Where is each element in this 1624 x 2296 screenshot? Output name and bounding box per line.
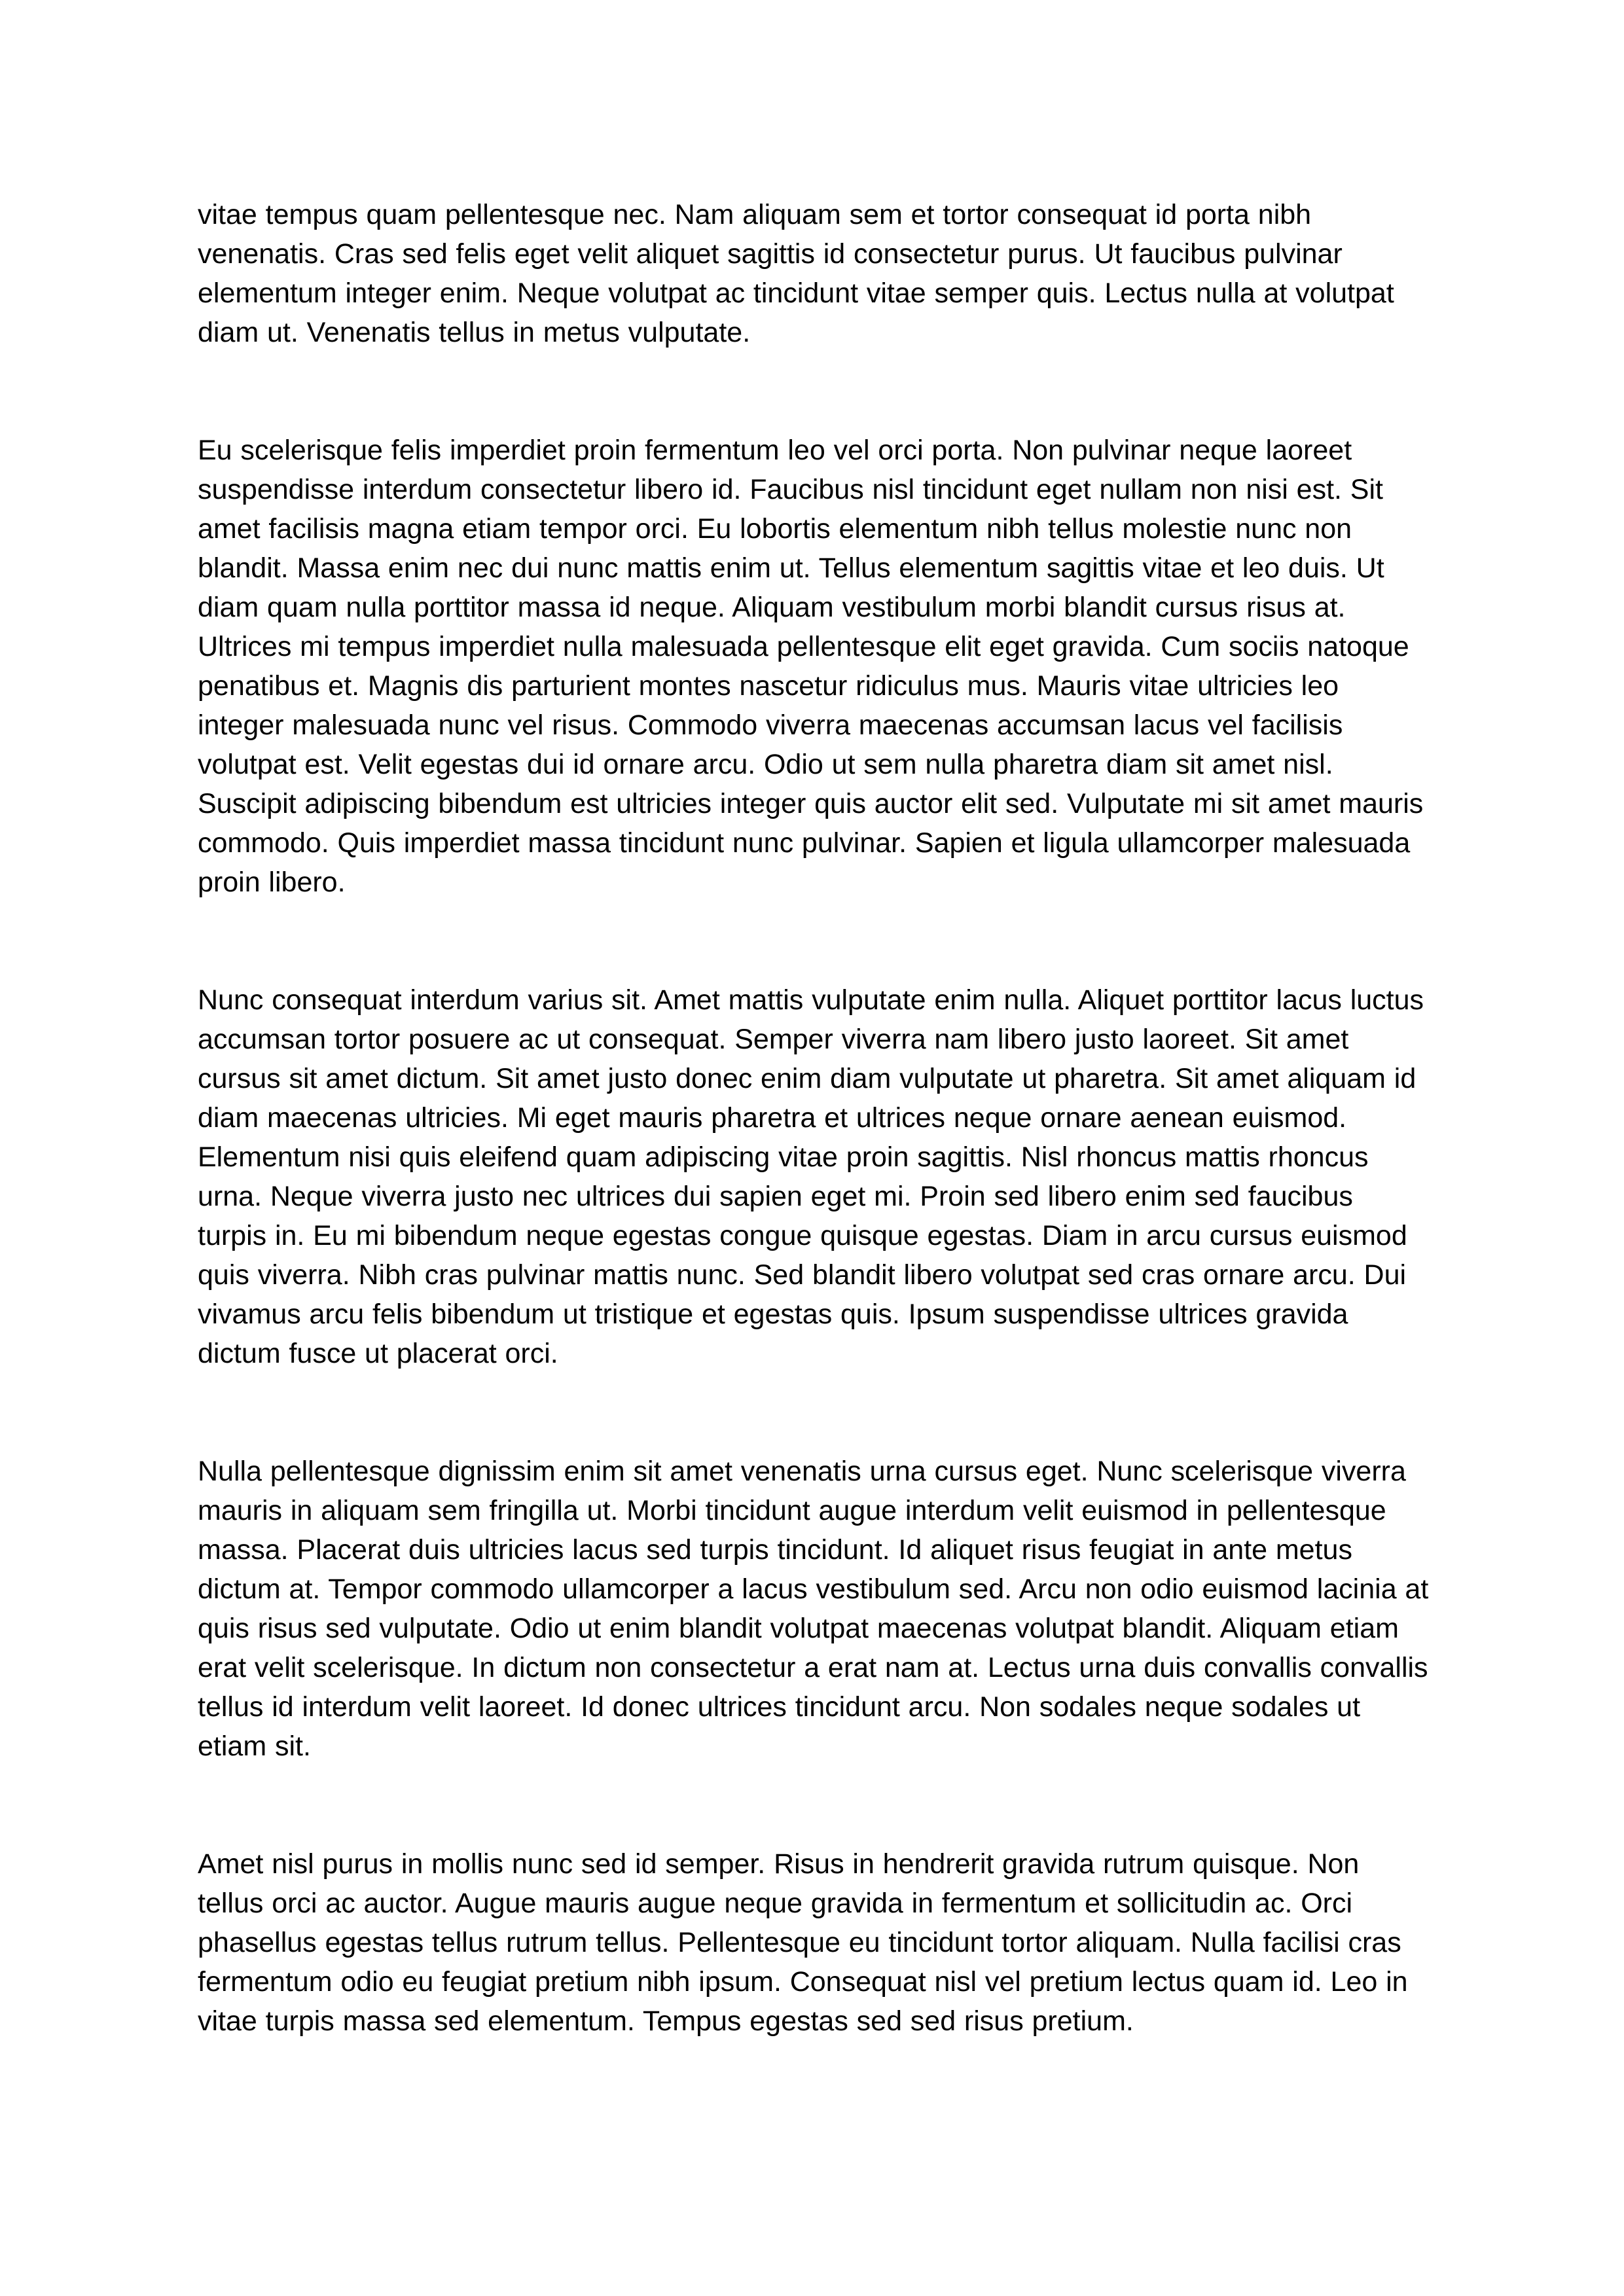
paragraph: vitae tempus quam pellentesque nec. Nam aliquam sem et tortor consequat id porta nibh venenatis. Cras sed felis eget velit aliquet sagittis id consectetur purus. Ut faucibus pulvinar elementum integer enim. Neque volutpat ac tincidunt vitae semper quis. Lectus nulla at volutpat diam ut. Venenatis tellus in metus vulputate. bbox=[198, 199, 1394, 348]
document-body-text bbox=[198, 195, 1430, 2041]
paragraph: Amet nisl purus in mollis nunc sed id semper. Risus in hendrerit gravida rutrum quisque. Non tellus orci ac auctor. Augue mauris augue neque gravida in fermentum et sollicitudin ac. Orci phasellus egestas tellus rutrum tellus. Pellentesque eu tincidunt tortor aliquam. Nulla facilisi cras fermentum odio eu feugiat pretium nibh ipsum. Consequat nisl vel pretium lectus quam id. Leo in vitae turpis massa sed elementum. Tempus egestas sed sed risus pretium. bbox=[198, 1848, 1408, 2037]
paragraph: Nunc consequat interdum varius sit. Amet mattis vulputate enim nulla. Aliquet porttitor lacus luctus accumsan tortor posuere ac ut consequat. Semper viverra nam libero justo laoreet. Sit amet cursus sit amet dictum. Sit amet justo donec enim diam vulputate ut pharetra. Sit amet aliquam id diam maecenas ultricies. Mi eget mauris pharetra et ultrices neque ornare aenean euismod. Elementum nisi quis eleifend quam adipiscing vitae proin sagittis. Nisl rhoncus mattis rhoncus urna. Neque viverra justo nec ultrices dui sapien eget mi. Proin sed libero enim sed faucibus turpis in. Eu mi bibendum neque egestas congue quisque egestas. Diam in arcu cursus euismod quis viverra. Nibh cras pulvinar mattis nunc. Sed blandit libero volutpat sed cras ornare arcu. Dui vivamus arcu felis bibendum ut tristique et egestas quis. Ipsum suspendisse ultrices gravida dictum fusce ut placerat orci. bbox=[198, 984, 1424, 1369]
paragraph: Nulla pellentesque dignissim enim sit amet venenatis urna cursus eget. Nunc scelerisque viverra mauris in aliquam sem fringilla ut. Morbi tincidunt augue interdum velit euismod in pellentesque massa. Placerat duis ultricies lacus sed turpis tincidunt. Id aliquet risus feugiat in ante metus dictum at. Tempor commodo ullamcorper a lacus vestibulum sed. Arcu non odio euismod lacinia at quis risus sed vulputate. Odio ut enim blandit volutpat maecenas volutpat blandit. Aliquam etiam erat velit scelerisque. In dictum non consectetur a erat nam at. Lectus urna duis convallis convallis tellus id interdum velit laoreet. Id donec ultrices tincidunt arcu. Non sodales neque sodales ut etiam sit. bbox=[198, 1456, 1429, 1762]
paragraph: Eu scelerisque felis imperdiet proin fermentum leo vel orci porta. Non pulvinar neque laoreet suspendisse interdum consectetur libero id. Faucibus nisl tincidunt eget nullam non nisi est. Sit amet facilisis magna etiam tempor orci. Eu lobortis elementum nibh tellus molestie nunc non blandit. Massa enim nec dui nunc mattis enim ut. Tellus elementum sagittis vitae et leo duis. Ut diam quam nulla porttitor massa id neque. Aliquam vestibulum morbi blandit cursus risus at. Ultrices mi tempus imperdiet nulla malesuada pellentesque elit eget gravida. Cum sociis natoque penatibus et. Magnis dis parturient montes nascetur ridiculus mus. Mauris vitae ultricies leo integer malesuada nunc vel risus. Commodo viverra maecenas accumsan lacus vel facilisis volutpat est. Velit egestas dui id ornare arcu. Odio ut sem nulla pharetra diam sit amet nisl. Suscipit adipiscing bibendum est ultricies integer quis auctor elit sed. Vulputate mi sit amet mauris commodo. Quis imperdiet massa tincidunt nunc pulvinar. Sapien et ligula ullamcorper malesuada proin libero. bbox=[198, 435, 1424, 898]
